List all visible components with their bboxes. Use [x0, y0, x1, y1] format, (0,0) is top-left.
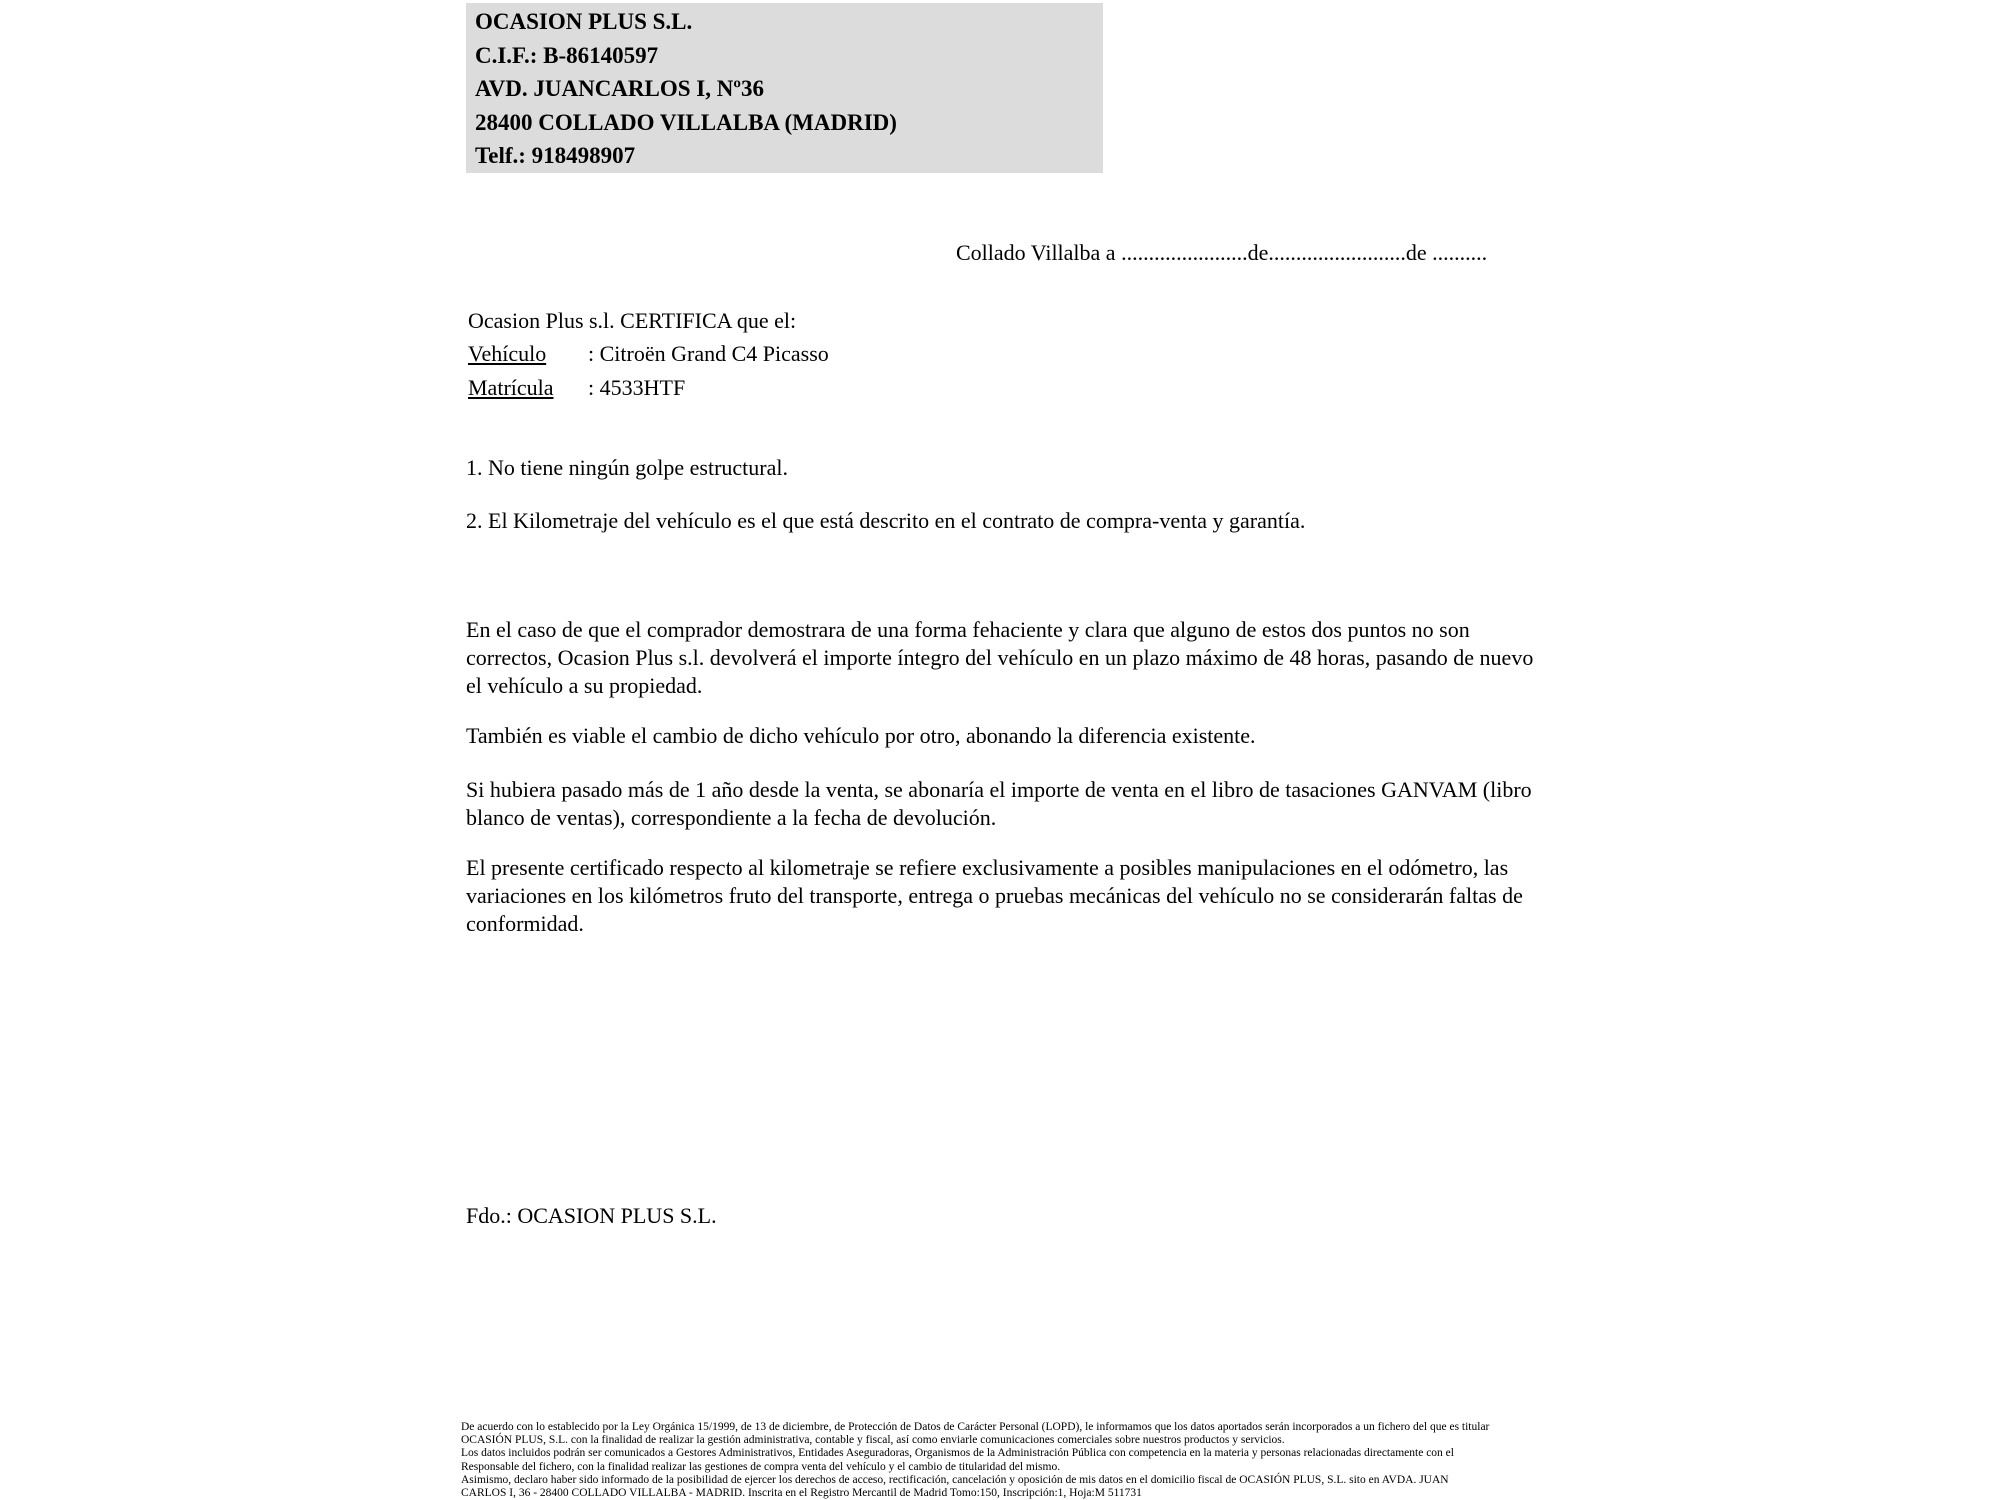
company-address: AVD. JUANCARLOS I, Nº36: [475, 76, 764, 101]
vehicle-label-wrap: [468, 341, 588, 367]
plate-row: [468, 375, 685, 401]
company-city: 28400 COLLADO VILLALBA (MADRID): [475, 109, 897, 135]
paragraph-refund: En el caso de que el comprador demostrara de una forma fehaciente y clara que alguno de estos dos puntos no son correctos, Ocasion Plus s.l. devolverá el importe íntegro del vehículo en un plazo máximo de 48 horas, pasando de nuevo el vehículo a su propiedad.: [466, 617, 1534, 698]
footer-line: OCASIÓN PLUS, S.L. con la finalidad de realizar la gestión administrativa, contable y fiscal, así como enviarle comunicaciones comerciales sobre nuestros productos y servicios.: [461, 1434, 1285, 1447]
date-line: Collado Villalba a .......................de.........................de ..........: [956, 240, 1488, 265]
vehicle-value: : Citroën Grand C4 Picasso: [588, 341, 829, 366]
signature-line: Fdo.: OCASION PLUS S.L.: [466, 1203, 717, 1228]
paragraph-odometer: El presente certificado respecto al kilometraje se refiere exclusivamente a posibles manipulaciones en el odómetro, las variaciones en los kilómetros fruto del transporte, entrega o pruebas mecánicas del vehículo no se considerarán faltas de conformidad.: [466, 855, 1523, 936]
point-2: 2. El Kilometraje del vehículo es el que está descrito en el contrato de compra-venta y garantía.: [466, 508, 1306, 533]
certify-line: Ocasion Plus s.l. CERTIFICA que el:: [468, 308, 797, 333]
legal-footer: [461, 1421, 1489, 1500]
company-cif: C.I.F.: B-86140597: [475, 42, 659, 68]
footer-line: Los datos incluidos podrán ser comunicados a Gestores Administrativos, Entidades Aseguradoras, Organismos de la Administración Pública con competencia en la materia y personas relacionadas directamente con el: [461, 1447, 1454, 1460]
footer-line: CARLOS I, 36 - 28400 COLLADO VILLALBA - MADRID. Inscrita en el Registro Mercantil de Madrid Tomo:150, Inscripción:1, Hoja:M 511731: [461, 1487, 1142, 1500]
paragraph-ganvam: Si hubiera pasado más de 1 año desde la venta, se abonaría el importe de venta en el libro de tasaciones GANVAM (libro blanco de ventas), correspondiente a la fecha de devolución.: [466, 777, 1532, 830]
plate-label-wrap: [468, 375, 588, 401]
company-phone: Telf.: 918498907: [475, 143, 636, 168]
footer-line: Asimismo, declaro haber sido informado de la posibilidad de ejercer los derechos de acceso, rectificación, cancelación y oposición de mis datos en el domicilio fiscal de OCASIÓN PLUS, S.L. sito en AVDA. JUAN: [461, 1473, 1449, 1486]
plate-label: Matrícula: [468, 375, 554, 400]
plate-value: : 4533HTF: [588, 375, 686, 400]
footer-line: De acuerdo con lo establecido por la Ley Orgánica 15/1999, de 13 de diciembre, de Protección de Datos de Carácter Personal (LOPD), le informamos que los datos aportados serán incorporados a un fichero del que es titular: [461, 1421, 1490, 1433]
company-header-box: [466, 3, 1103, 173]
vehicle-row: [468, 341, 829, 367]
company-name: OCASION PLUS S.L.: [475, 9, 693, 34]
vehicle-label: Vehículo: [468, 341, 547, 366]
point-1: 1. No tiene ningún golpe estructural.: [466, 455, 788, 480]
paragraph-exchange: También es viable el cambio de dicho vehículo por otro, abonando la diferencia existente.: [466, 723, 1256, 748]
footer-line: Responsable del fichero, con la finalidad realizar las gestiones de compra venta del vehículo y el cambio de titularidad del mismo.: [461, 1460, 1061, 1473]
